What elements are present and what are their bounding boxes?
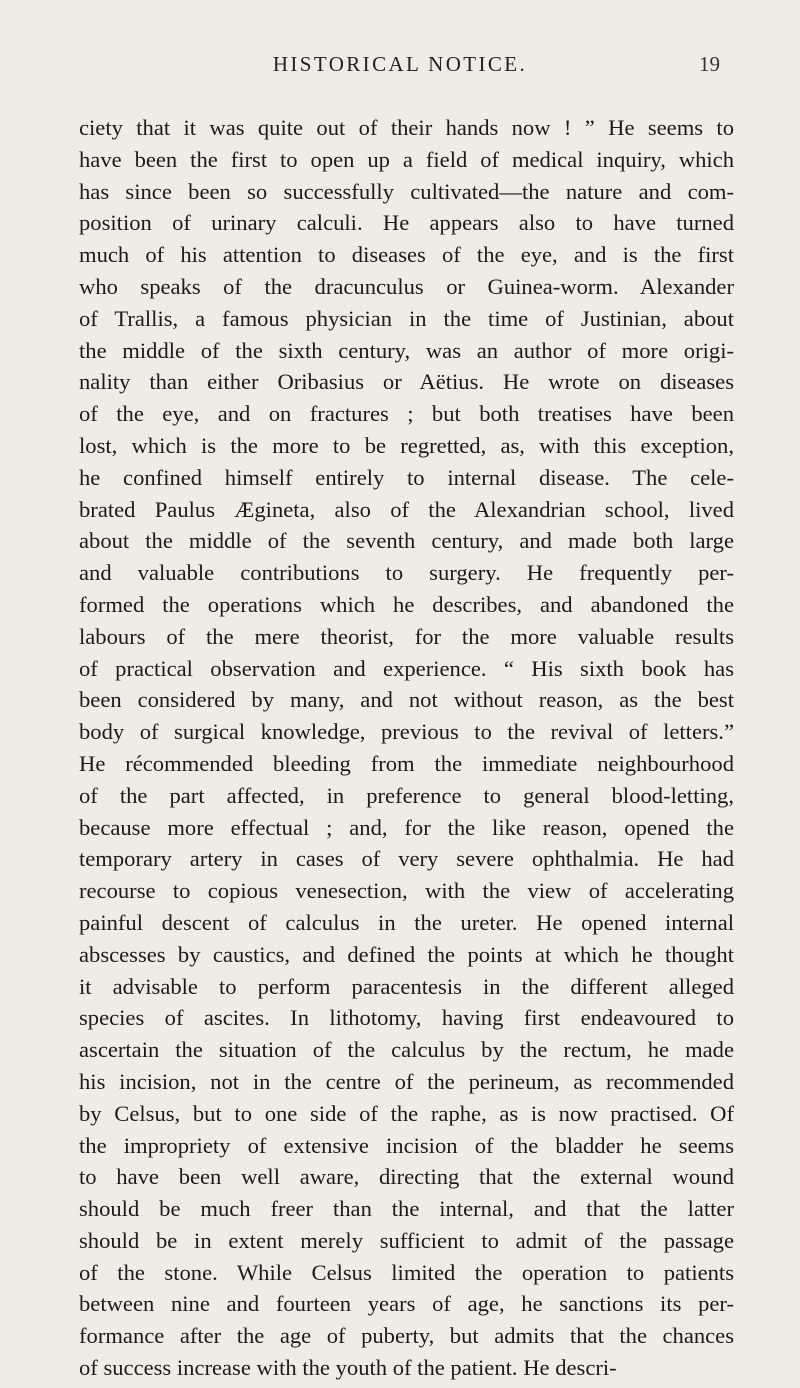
text-line: been considered by many, and not without reason, as the best [79, 687, 734, 713]
text-line: it advisable to perform paracentesis in the different alleged [79, 973, 734, 999]
text-line: by Celsus, but to one side of the raphe, as is now practised. Of [79, 1100, 734, 1126]
text-line: of Trallis, a famous physician in the time of Justinian, about [79, 305, 734, 331]
text-line: of the stone. While Celsus limited the operation to patients [79, 1259, 734, 1285]
text-line: ciety that it was quite out of their hands now ! ” He seems to [79, 115, 734, 140]
body-text [79, 112, 734, 1384]
text-line: should be much freer than the internal, and that the latter [79, 1196, 734, 1222]
text-line: has since been so successfully cultivated—the nature and com- [79, 178, 734, 204]
text-line: to have been well aware, directing that the external wound [79, 1164, 734, 1190]
text-line: species of ascites. In lithotomy, having first endeavoured to [79, 1005, 734, 1031]
text-line: formance after the age of puberty, but admits that the chances [79, 1323, 734, 1349]
text-line: recourse to copious venesection, with the view of accelerating [79, 878, 734, 904]
running-title: HISTORICAL NOTICE. [272, 52, 528, 76]
text-line: ascertain the situation of the calculus by the rectum, he made [79, 1037, 734, 1063]
text-line: and valuable contributions to surgery. He frequently per- [79, 560, 734, 586]
text-line: his incision, not in the centre of the perineum, as recommended [79, 1068, 734, 1094]
text-line: of the eye, and on fractures ; but both treatises have been [79, 401, 734, 427]
text-line: of success increase with the youth of the patient. He descri- [79, 1355, 617, 1381]
text-line: temporary artery in cases of very severe ophthalmia. He had [79, 846, 734, 872]
text-line: should be in extent merely sufficient to admit of the passage [79, 1227, 734, 1253]
text-line: He récommended bleeding from the immediate neighbourhood [79, 750, 734, 776]
text-line: body of surgical knowledge, previous to the revival of letters.” [79, 719, 734, 745]
text-line: between nine and fourteen years of age, he sanctions its per- [79, 1291, 734, 1317]
text-line: have been the first to open up a field of medical inquiry, which [79, 146, 734, 172]
text-line: of the part affected, in preference to general blood-letting, [79, 782, 734, 808]
text-line: he confined himself entirely to internal disease. The cele- [79, 464, 734, 490]
running-head [120, 52, 720, 82]
text-line: abscesses by caustics, and defined the points at which he thought [79, 941, 734, 967]
text-line: brated Paulus Ægineta, also of the Alexandrian school, lived [79, 496, 734, 522]
text-line: because more effectual ; and, for the like reason, opened the [79, 814, 734, 840]
page-number: 19 [699, 52, 720, 76]
text-line: of practical observation and experience. “ His sixth book has [79, 655, 734, 681]
text-line: the middle of the sixth century, was an author of more origi- [79, 337, 734, 363]
text-line: nality than either Oribasius or Aëtius. He wrote on diseases [79, 369, 734, 395]
text-line: formed the operations which he describes, and abandoned the [79, 591, 734, 617]
text-line: who speaks of the dracunculus or Guinea-worm. Alexander [79, 273, 734, 299]
text-line: about the middle of the seventh century, and made both large [79, 528, 734, 554]
text-line: lost, which is the more to be regretted, as, with this exception, [79, 432, 734, 458]
text-line: painful descent of calculus in the ureter. He opened internal [79, 909, 734, 935]
text-line: position of urinary calculi. He appears also to have turned [79, 210, 734, 236]
text-line: much of his attention to diseases of the eye, and is the first [79, 242, 734, 268]
text-line: labours of the mere theorist, for the more valuable results [79, 623, 734, 649]
text-line: the impropriety of extensive incision of the bladder he seems [79, 1132, 734, 1158]
